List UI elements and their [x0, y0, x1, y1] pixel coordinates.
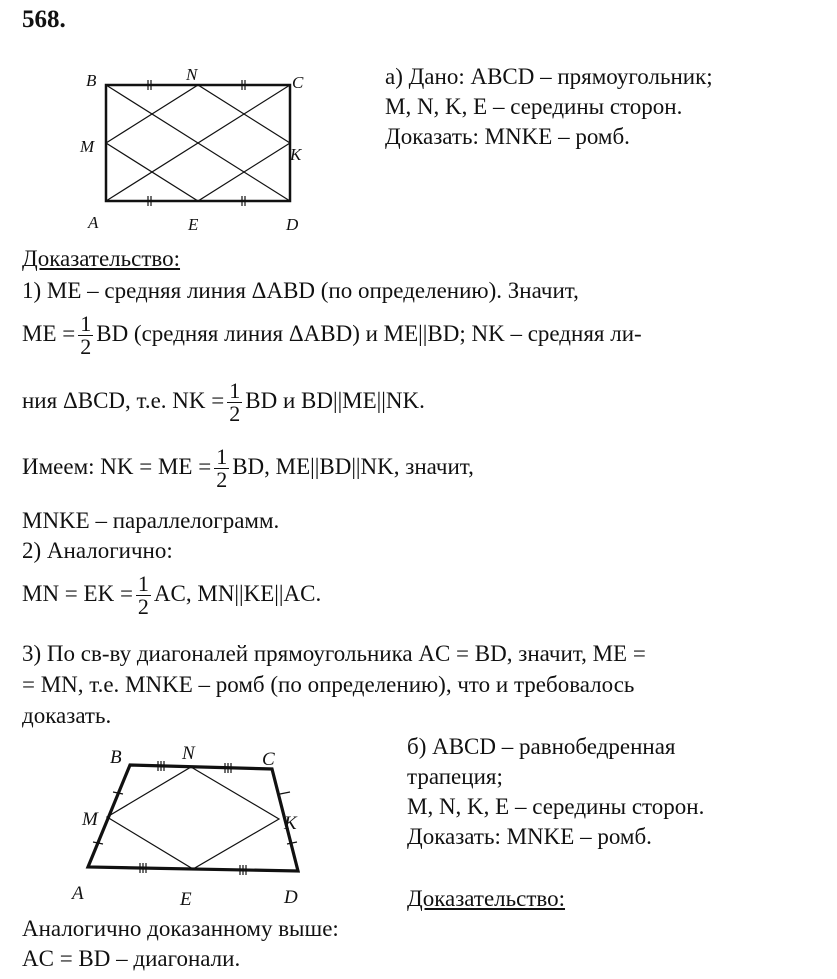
step3-line1: 3) По св-ву диагоналей прямоугольника AC = BD, значит, ME = — [22, 641, 646, 666]
label-m: M — [82, 809, 98, 830]
fraction-half: $\frac{1}{2}$ — [80, 311, 92, 359]
part-b-prove: Доказать: MNKE – ромб. — [407, 824, 652, 849]
problem-number: 568. — [22, 6, 66, 33]
label-b: B — [110, 747, 122, 768]
step1-line5: MNKE – параллелограмм. — [22, 508, 280, 533]
step3-line3: доказать. — [22, 703, 112, 728]
label-a: A — [88, 213, 99, 232]
label-d: D — [286, 215, 299, 234]
part-b-given-3: M, N, K, E – середины сторон. — [407, 794, 705, 819]
part-a-given-2: M, N, K, E – середины сторон. — [385, 94, 683, 119]
rectangle-figure — [76, 62, 316, 240]
label-e: E — [180, 889, 192, 910]
label-k: K — [284, 813, 297, 834]
label-n: N — [182, 743, 195, 764]
label-d: D — [284, 887, 298, 908]
step1-line3: ния ΔBCD, т.е. NK = $\frac{1}{2}$ BD и BD||ME||NK. — [22, 378, 425, 426]
part-b-note-2: AC = BD – диагонали. — [22, 946, 241, 971]
rhombus-mnke — [107, 767, 279, 869]
label-c: C — [262, 749, 275, 770]
step3-line2: = MN, т.е. MNKE – ромб (по определению), что и требовалось — [22, 672, 635, 697]
fraction-half: $\frac{1}{2}$ — [229, 378, 241, 426]
part-b-given-1: б) ABCD – равнобедренная — [407, 734, 676, 759]
part-a-given-1: а) Дано: ABCD – прямоугольник; — [385, 64, 713, 89]
step1-line4: Имеем: NK = ME = $\frac{1}{2}$ BD, ME||BD||NK, значит, — [22, 444, 474, 492]
step2-line2: MN = EK = $\frac{1}{2}$ AC, MN||KE||AC. — [22, 571, 322, 619]
label-m: M — [80, 137, 95, 156]
fraction-half: $\frac{1}{2}$ — [137, 571, 149, 619]
fraction-half: $\frac{1}{2}$ — [216, 444, 228, 492]
proof-heading: Доказательство: — [22, 246, 181, 271]
step1-line2: ME = $\frac{1}{2}$ BD (средняя линия ΔABD) и ME||BD; NK – средняя ли- — [22, 311, 642, 359]
step1-line1: 1) ME – средняя линия ΔABD (по определению). Значит, — [22, 278, 579, 303]
label-b: B — [86, 71, 97, 90]
step2-line1: 2) Аналогично: — [22, 538, 173, 563]
part-a-prove: Доказать: MNKE – ромб. — [385, 124, 630, 149]
label-k: K — [290, 145, 302, 164]
label-e: E — [188, 215, 199, 234]
label-c: C — [292, 73, 304, 92]
part-b-note-1: Аналогично доказанному выше: — [22, 916, 339, 941]
trapezoid-figure — [60, 735, 350, 915]
part-b-given-2: трапеция; — [407, 764, 503, 789]
part-b-proof-heading: Доказательство: — [407, 886, 566, 911]
trapezoid-abcd — [88, 765, 298, 871]
label-a: A — [72, 883, 84, 904]
label-n: N — [186, 65, 198, 84]
